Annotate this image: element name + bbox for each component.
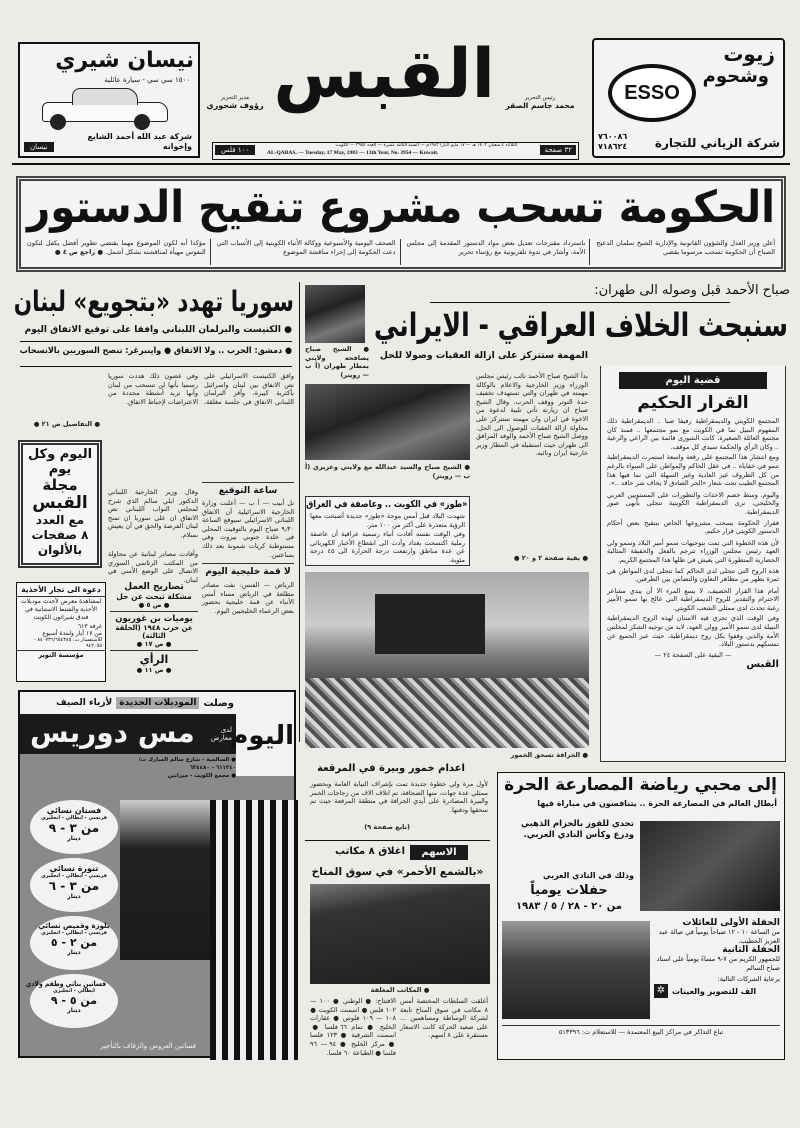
stocks-text-2: الافتتاح: ● الوطني ● ١٠٠ — ١٠٢ فلس ● اسمنت الكويت ● ١٠٨ — ١٠٩ فلوس ● عقارات الخليج ● تمام ٦٦ فلسا ● اسمنت الشرقية ● ١٢٣ فلسا ● مركز الخليج ● ٩٤ — ٩٦ فلسا ● الطباعة ٦٠ فلسا. [310,997,397,1057]
fashion-ad[interactable] [18,690,296,1058]
wrestling-line-3: وذلك في النادي العربي [542,871,634,880]
shoes-ad-dates: من ١٧ أيار ولمدة أسبوع [42,630,102,637]
esso-logo [608,64,696,122]
price-badge: ١٠٠ فلس [215,145,255,155]
weather-text-2: وفي الوقت نفسه أفادت أنباء رسمية عراقية أن عاصفة رملية اكتسحت بغداد وأدت الى انقطاع الأخبار الكهربائي عن عدة مناطق وارتفعت درجة الحرارة الى ٤٥ درجة مئوية. [310,530,465,564]
divider [305,840,490,841]
syria-text-2: وقال وزير الخارجية اللبناني الدكتور ايلي سالم الذي شرح لمجلس النواب اللبناني نص الاتفاق ان على سوريا ان تمنح لبنان الفرصة والحق في أن يعيش بسلام. [108,488,198,539]
wrestling-show1: من الساعة ١٠ - ١٢ صباحاً يومياً في صالة عبد العزيز الحطيب. [658,928,780,945]
offer-skirt-origin: فرنسي - ايطالي - انجليزي [41,873,107,879]
offer-kids-unit: دينار [67,1007,81,1014]
bulldozer-caption: ● الجرافة تسحق الخمور [510,751,588,759]
editorial-para-8: وفي الوقت الذي تجري فيه الامتنان لهذه الروح الديمقراطية النبيلة لدى سمو الأمير وولي العهد، لابد من توجيه الشكر لمجلس الأمة والذين وقفوا بكل روح ديمقراطية، حيث عبر الجميع عن تمسكهم بدستور البلاد. [607,614,779,649]
models-photo-1 [120,800,210,960]
promo-line-3: مجلة [42,476,78,494]
lead-col-1: أعلن وزير العدل والشؤون القانونية والإدارية الشيخ سلمان الدعيج الصباح أن الحكومة تسحب مرسوما يقضي [596,239,775,256]
lead-col-2: باسترداد مقترحات تعديل بعض مواد الدستور المقدمة إلى مجلس الأمة، وأشار في ندوة تلفزيونية مع رؤساء تحرير [407,239,591,265]
index-bengurion-ref: ● ص ١٧ ● [110,640,198,651]
editorial-body [601,417,785,670]
wrestling-tickets: تباع التذاكر في مراكز البيع المعتمدة — للاستعلام ت: ٥١٣٣٩٦ [502,1025,780,1058]
iran-subhead: المهمة ستتركز على ازالة العقبات وصولا للحل [379,350,589,361]
index-permits-sub: مشكلة تبحث عن حل [116,592,192,601]
shoes-ad-company: مؤسسة النوير [17,650,105,659]
esso-phone-1: ٧٦٠٠٨٦ [598,132,628,141]
arena-photo [502,921,650,1019]
fashion-footer: فساتين العروس والزفاف بالتأجير [100,1042,196,1050]
divider [20,366,292,367]
syria-bullet-2: ● دمشق: الحرب .. ولا الاتفاق ● واينبرغر: ننصح السوريين بالانسحاب [19,346,292,356]
offer-skirt-unit: دينار [67,893,81,900]
dateline-bar [212,142,579,160]
column-divider [299,282,300,742]
promo-line-6: ٨ صفحات [31,528,89,542]
alcohol-headline: اعدام خمور وبيرة في المرقعة [317,763,465,774]
stocks-text-1: أغلقت السلطات المختصة أمس ٨ مكاتب في سوق المناخ تابعة لشركة الوساطة ومساهمين ... على صعيد الحركة كانت الاسعار مستقرة على ٨ اسهم. [400,997,488,1040]
iran-caption-2: ● الشيخ صباح والسيد عبدالله مع ولايتي وعزيزي (أ ب — رويتر) [305,463,470,480]
iran-text: بدأ الشيخ صباح الأحمد نائب رئيس مجلس الوزراء وزير الخارجية والاعلام بالوكالة مهمته في طهران والتي تستهدف تخفيف حدة التوتر ووقف الحرب. وقال الشيخ صباح ان زيارته تأتي تلبية لدعوة من الاخوة في ايران وان مهمته ستتركز على محاولة ازالة العقبات للوصول الى الحل. ووصل الشيخ صباح الأحمد والوفد المرافق الى طهران حيث استقبله في المطار وزير خارجية ايران ونائبه. [476,372,588,458]
esso-line2: وشحوم [702,66,769,87]
divider [20,341,292,342]
offer-dress-price: من ٣ - ٩ [48,821,100,835]
esso-logo-text: ESSO [624,81,680,104]
offer-dress-unit: دينار [67,835,81,842]
wrestling-show2: للجمهور الكريم من ٧-٩ مساءً يومياً على استاد صباح السالم [656,955,780,972]
managing-editor [205,95,265,110]
offer-blouse-item: بلوزة وقميص نسائي [38,922,110,930]
promo-line-1: اليوم وكل [27,447,93,462]
editorial-para-5: لأن هذه الخطوة التي تمت بتوجيهات سمو أمير البلاد وسمو ولي العهد رئيس مجلس الوزراء تترجم بالفعل والحقيقة المثالية الحضارية المتطورة التي يعيش في ظلها هذا المجتمع الكريم. [607,538,779,564]
shoes-ad-contact: للاستفسار ت: ٨٤٠٧٣٦/٦٥٤٣٨٥ - ٩٤٢٠٥٥ [33,637,102,649]
promo-line-2: يوم [48,462,72,477]
fashion-brand: اليوم [236,696,294,776]
offer-kids-item: فساتين بناتي وطقم ولادي [25,980,107,988]
offer-kids [25,974,118,1028]
fashion-at: لدى معارض [210,726,232,742]
editor-in-chief [500,95,580,110]
iran-headline: سنبحث الخلاف العراقي - الايراني [373,306,789,344]
brief-summit-title: لا قمة خليجية اليوم [202,563,294,577]
wrestling-line-1: أبطال العالم في المصارعة الحرة .. يتنافسون في مباراة فيها [537,799,777,808]
weather-text-1: شهدت البلاد قبل أمس موجة «طوز» جديدة أصبحت معها الرؤية متعذرة على أكثر من ١٠٠ متر. [310,512,465,529]
shoes-ad-body: لمشاهدة معرض لأحدث موديلات الأحذية والشنط الاستبانية في فندق شيراتون الكويت [20,598,102,621]
index-column [110,582,198,674]
offer-skirt [30,858,118,912]
esso-company: شركة الزياني للتجارة [654,136,780,150]
managing-editor-name: رؤوف شحوري [206,101,264,110]
wrestling-line-2: تحدي للفوز بالحزام الذهبي ودرع وكأس النادي العربي. [520,819,634,840]
lead-continued: ● راجع ص ٤ ● [54,247,104,256]
syria-headline: سوريا تهدد «بتجويع» لبنان [13,285,294,318]
car-image [36,88,166,128]
syria-bullet-1-text: الكنيست والبرلمان اللبناني وافقا على توقيع الاتفاق اليوم [24,325,281,335]
iran-caption-1: ● الشيخ صباح يصافحه ولايتي بمطار طهران (أ ب — رويتر) [305,345,369,379]
offer-blouse-origin: فرنسي - ايطالي - انجليزي [41,930,107,936]
offer-blouse-unit: دينار [67,949,81,956]
stocks-label: الاسهم [410,845,468,860]
offer-skirt-price: من ٣ - ٦ [48,879,100,893]
editorial-continued: — البقية على الصفحة ٢٤ — [654,650,732,659]
divider [430,302,730,303]
syria-continued: ● التفاصيل ص ٢١ ● [33,420,100,428]
alcohol-text: لأول مرة ولي خطوة جديدة تمت بإشراف النيابة العامة وبحضور ممثلي عدة جهات، منها الصحافة، تم اتلاف الاف من زجاجات الخمر والبيرة المصادرة على أيدي الجرافة في منطقة المرقعة حيث تم سحقها ودفنها. [310,780,488,814]
editorial-para-6: هذه الروح التي تتجلى لدى الحاكم كما تتجلى لدى المواطن هي ثمرة بظهر من مظاهر التعاون والتضامن بين الطرفين. [607,566,779,584]
wrestling-show1-title: الحفلة الأولى للعائلات [682,918,780,928]
dateline-english: AL-QABAS, — Tuesday, 17 May, 1983 — 13th Year, No. 3954 — Kuwait. [267,150,439,156]
lead-story-box [16,176,786,272]
lead-col-3: الصحف اليومية والأسبوعية ووكالة الأنباء الكويتية إلى الأسباب التي دعت الحكومة إلى إجراء مناقشة الموضوع [217,239,401,265]
lead-headline: الحكومة تسحب مشروع تنقيح الدستور [26,182,776,233]
offer-kids-price: من ٥ - ٩ [50,994,98,1007]
masthead-divider [12,163,790,165]
editor-in-chief-name: محمد جاسم الصقر [505,101,575,110]
fashion-top-2: الموديلات الجديدة [116,697,199,709]
magazine-promo [18,440,102,568]
index-bengurion-title[interactable]: يوميات بن غوريون [115,614,193,624]
offer-kids-origin: ايطالي - انجليزي [53,988,95,994]
iran-kicker: صباح الأحمد قبل وصوله الى طهران: [594,283,790,298]
offer-blouse-price: من ٢ - ٥ [50,936,98,949]
shoes-ad[interactable] [16,582,106,682]
esso-ad[interactable] [592,38,785,158]
index-opinion-title[interactable]: الرأي [139,653,169,666]
offer-dress [30,800,118,854]
alcohol-continued: (تابع صفحة ٩) [364,823,410,831]
esso-phones [598,132,636,152]
wrestling-sponsor-label: برعاية الشركات التالية: [717,975,780,983]
stocks-caption: ● المكاتب المغلقة [370,986,430,994]
weather-box [305,496,470,566]
offer-blouse [30,916,118,970]
editor-in-chief-label: رئيس التحرير [524,95,556,101]
brief-signing-title: ساعة التوقيع [218,486,278,496]
wrestling-dates: من ٢٠ - ٢٨ / ٥ / ١٩٨٣ [515,901,622,912]
esso-phone-2: ٧١٨٦٢٤ [598,142,628,151]
nissan-brand: نيسان [24,142,54,152]
editorial-headline: القرار الحكيم [637,393,749,413]
sponsor-logo-icon: ✲ [654,984,668,998]
fashion-address-1: ● السالمية - شارع سالم المبارك ت/ ٦١١٣٤٠ - ٦٣٤٤٨٠ [138,757,236,771]
syria-bullet-2-text: دمشق: الحرب .. ولا الاتفاق ● واينبرغر: ننصح السوريين بالانسحاب [19,346,283,356]
bulldozer-photo [305,572,589,748]
lead-col-4 [27,239,211,265]
editorial-box [600,366,786,762]
weather-headline: «طوز» في الكويت .. وعاصفة في العراق [306,499,468,510]
promo-line-4: القبس [32,493,88,513]
promo-line-7: بالألوان [37,543,83,557]
nissan-ad-sub: ١٥٠٠ سي سي - سيارة عائلية [104,76,190,84]
models-photo-2 [210,800,298,1060]
market-photo [310,884,490,984]
index-permits-ref: ● ص ٥ ● [110,601,198,612]
fashion-top-1: وصلت [203,697,234,709]
syria-bullet-1: ● الكنيست والبرلمان اللبناني وافقا على توقيع الاتفاق اليوم [24,325,292,335]
index-opinion-ref: ● ص ١١ ● [136,666,172,674]
syria-text-1: وافق الكنيست الاسرائيلي على نص الاتفاق بين لبنان واسرائيل بأكثرية كبيرة، وأقر البرلمان اللبناني الاتفاق في جلسة مغلقة، وفي غضون ذلك هددت سوريا رسميا بأنها لن تنسحب من لبنان وأنها تريد أنشطة محددة من الاعتراضات لإحباط الاتفاق. [108,372,294,406]
esso-line1: زيوت [723,42,775,66]
stocks-headline: اغلاق ٨ مكاتب [335,846,405,857]
wrestling-sponsor-name: الف للتصوير والعينات [672,986,757,996]
editorial-para-7: أمام هذا القرار الحصيف، لا يسع المرء الا أن يبدي مشاعر الاحترام والتقدير للروح الديمقراطية التي عالج بها سمو الأمير رغبة تحدث لدى ممثلي الشعب الكويتي. [607,586,779,612]
lead-col-4-text: مؤكدا أنه لكون الموضوع مهما يقتضي تطوير أفضل يكفل لتكون النفوس مهيأة لمناقشته بشكل أشمل. [27,239,206,256]
masthead-logo: القبس [273,35,495,114]
editorial-para-3: واليوم، وسط خضم الاحداث والتطورات على المستويين العربي والخليجي، نرى الديمقراطية الكويتية تتجلى بأبهى صور الديمقراطية. [607,490,779,516]
delegation-photo [305,384,470,460]
offer-dress-origin: فرنسي - ايطالي - انجليزي [41,815,107,821]
wrestling-ad[interactable] [497,772,785,1060]
wrestling-shows [654,919,780,998]
brief-summit-text: الرياض — الفنس: نفت مصادر مطلعة في الرياض مساء أمس الأنباء عن قمة خليجية بحضور بعض الزعماء الخليجيين اليوم. [202,581,294,615]
fashion-address-2: ● مجمع الكويت - ميزانين [167,773,236,779]
editorial-label: قضية اليوم [619,372,767,389]
index-bengurion-sub: عن حرب ١٩٤٨ (الحلقة الثالثة) [115,624,193,640]
offer-dress-item: فستان نسائي [46,806,102,815]
wrestling-daily: حفلات يومياً [530,883,608,898]
sabah-photo [305,285,365,343]
page-count-badge: ٣٢ صفحة [540,145,576,155]
brief-signing-text: تل أبيب — أ ب — أعلنت وزارة الخارجية الاسرائيلية أن الاتفاق اللبناني الاسرائيلي سيوقع الساعة ٩٫٣٠ صباح اليوم بالتوقيت المحلي في خلدة جنوبي بيروت وفي مستوطنة كريات شمونة بعد ذلك بساعتين. [202,499,294,559]
nissan-dealer: شركة عبد الله أحمد الشايع وإخوانه [87,132,192,151]
editorial-signature: القبس [746,659,779,671]
iran-continued: ● بقية صفحة ٢ و ٢٠ ● [513,554,588,562]
index-permits-title[interactable]: تصاريح العمل [124,582,184,592]
wrestling-sponsor [654,984,780,998]
nissan-ad-title: نيسان شيري [55,48,194,73]
shoes-ad-title: دعوة الى تجار الأحذية [17,583,105,597]
stocks-subhead: «بالشمع الأحمر» في سوق المناخ [311,866,484,878]
managing-editor-label: مدير التحرير [220,95,250,101]
fashion-addresses [120,756,236,780]
editorial-para-1: المجتمع الكويتي والديمقراطية رفيقا صبا .. الديمقراطية ذلك المفهوم النبيل نما في الكويت مع نمو مجتمعها .. فمنذ كان مجتمع العائلة الصغيرة، كانت الشورى قائمة بين الراعي والرعية .. وكان الرأي والحكمة سيدي كل موقف. [607,417,779,451]
offer-skirt-item: تنورة نسائي [49,864,99,873]
brief-signing [202,482,294,667]
shoes-ad-room: غرفة ٦١٣ [77,623,102,630]
lead-columns [27,239,775,267]
promo-line-5: مع العدد [35,513,85,527]
editorial-para-4: فقرار الحكومة بسحب مشروعها الخاص بتنقيح بعض أحكام الدستور الكويتي قرار حكيم. [607,518,779,536]
wrestler-photo [640,821,780,911]
syria-text-3: وأفادت مصادر لبنانية عن محاولة من المكتب الرئاسي السوري الاتصال على الوضع الأمني في لبنان. [108,550,198,584]
wrestling-show2-title: الحفلة الثانية [722,945,780,955]
fashion-store-name: مس دوريس [30,716,195,749]
fashion-top-3: لأزياء الصيف [56,698,113,708]
editorial-para-2: ومع انتشار هذا المجتمع على رقعة واسعة استمرت الديمقراطية تنمو في خفاياه .. في عقل الحاكم والمواطن على السواء بالرغم من كل الظروف غير العادية وغير السهلة التي نما فيها هذا المجتمع الطيب تحت شعار «الحر الصادق لا يخاف شر حاقد ..». [607,453,779,488]
wrestling-title: إلى محبي رياضة المصارعة الحرة [504,775,777,795]
dateline-arabic: الثلاثاء ٤ شعبان ١٤٠٣ هـ — ١٧ مايو (أيار) ١٩٨٣م — السنة الثالثة عشرة — العدد ٣٩٥٤ — الكويت [335,143,517,148]
nissan-ad[interactable] [18,42,200,158]
